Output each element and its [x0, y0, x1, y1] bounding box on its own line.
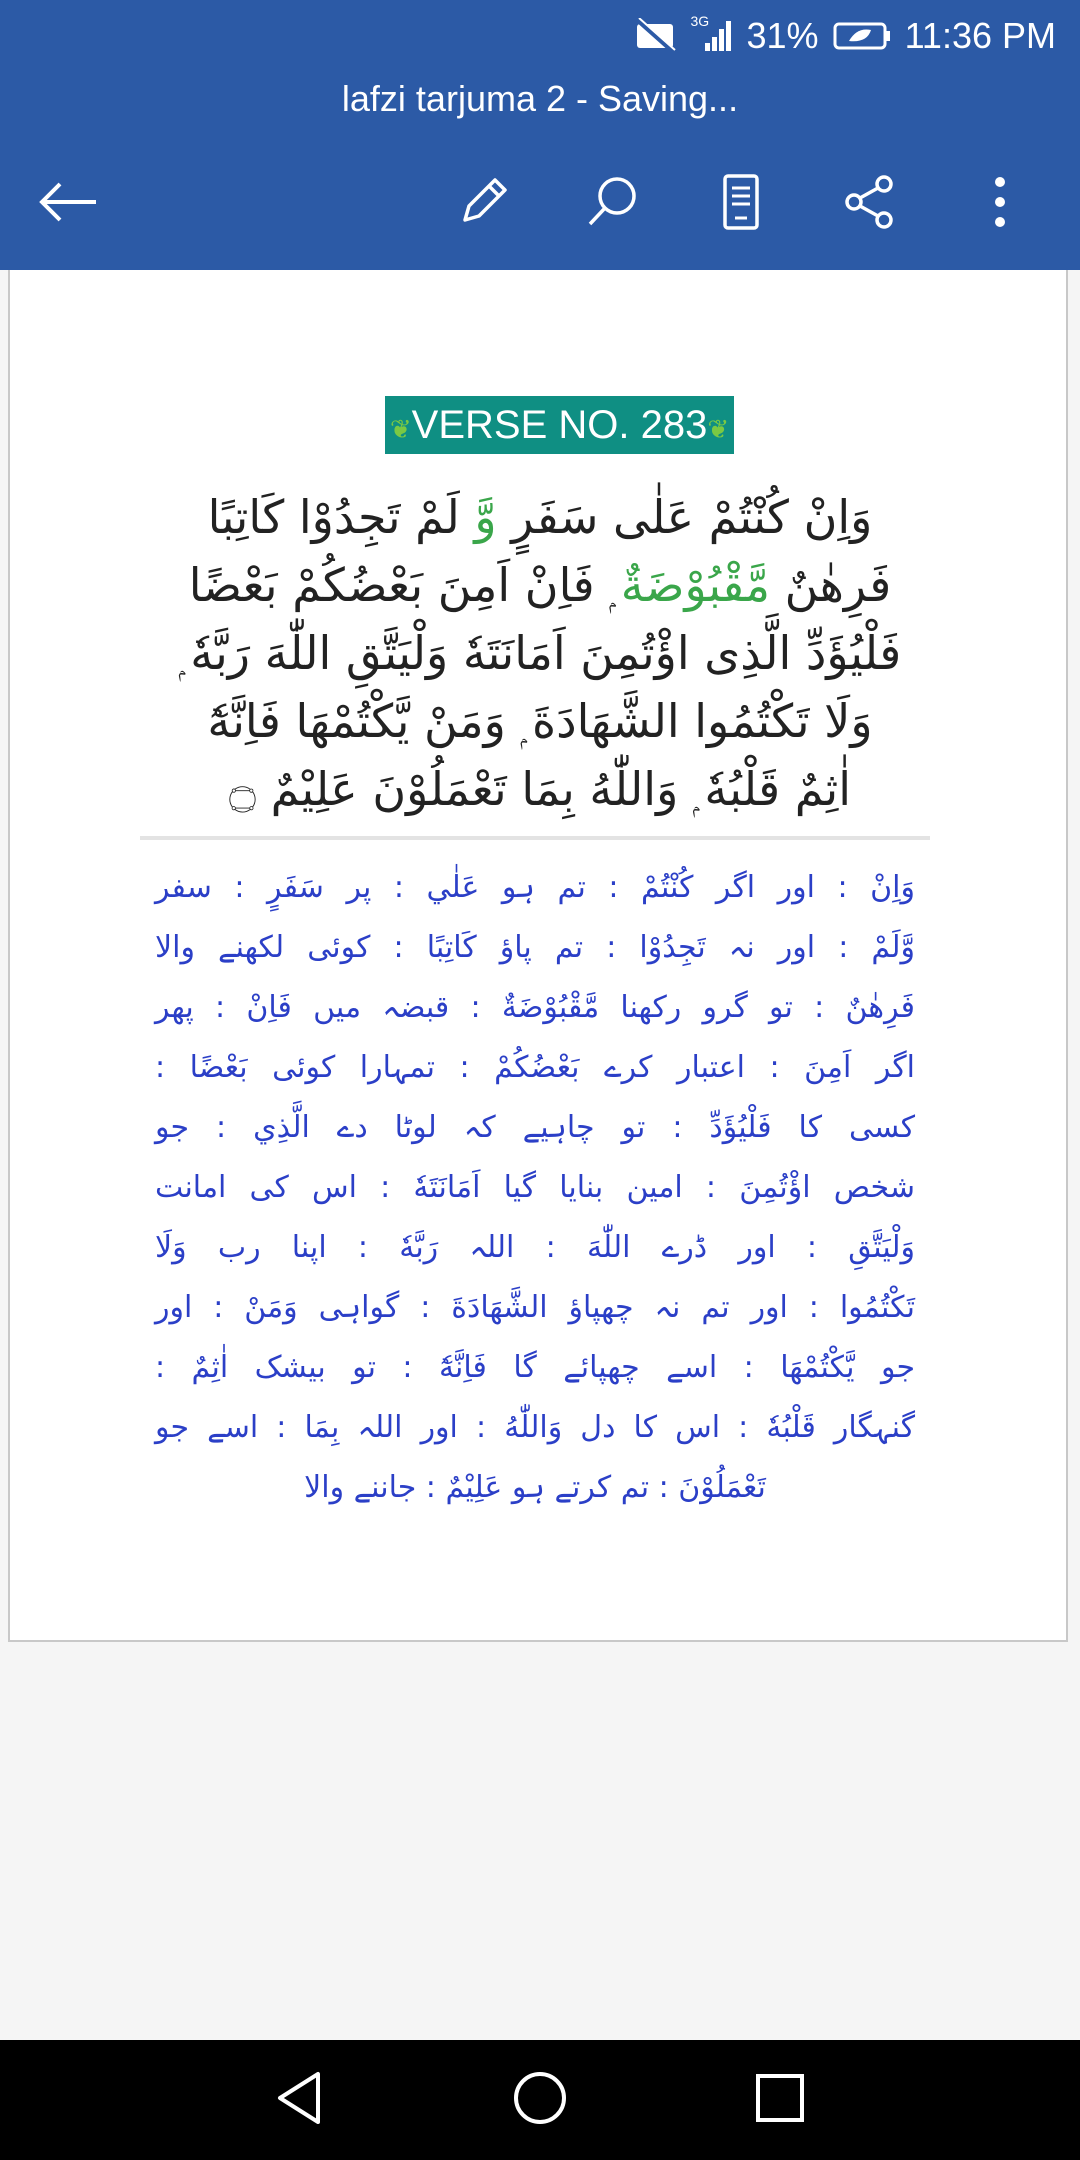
- arabic-text: اٰثِمٌ قَلْبُهٗ ۭ وَاللّٰهُ بِمَا تَعْمَلُوْنَ عَلِيْمٌ ۝: [229, 762, 851, 816]
- search-button[interactable]: [572, 164, 652, 244]
- translation-line: اگر اَمِنَ : اعتبار کرے بَعْضُكُمْ : تمہارا کوئی بَعْضًا :: [155, 1050, 915, 1085]
- divider: [140, 836, 930, 840]
- battery-percent: 31%: [746, 15, 819, 56]
- signal-icon: [690, 13, 733, 53]
- search-icon: [582, 172, 642, 236]
- back-nav-icon: [272, 2068, 328, 2132]
- arabic-line-4: [130, 694, 950, 750]
- document-title: lafzi tarjuma 2 - Saving...: [341, 78, 739, 119]
- arabic-text: ۭ فَاِنْ اَمِنَ بَعْضُكُمْ بَعْضًا: [188, 558, 621, 612]
- home-nav-icon: [510, 2068, 570, 2132]
- more-options-button[interactable]: [960, 164, 1040, 244]
- arabic-text: وَلَا تَكْتُمُوا الشَّهَادَةَ ۭ وَمَنْ يَّكْتُمْهَا فَاِنَّهٗٓ: [207, 694, 873, 748]
- edit-button[interactable]: [443, 164, 523, 244]
- no-sim-icon: [633, 18, 677, 54]
- back-button[interactable]: [28, 164, 108, 244]
- arabic-line-1: [130, 490, 950, 544]
- arabic-text: وَّ: [474, 490, 497, 544]
- navigation-bar: [0, 2040, 1080, 2160]
- nav-back-button[interactable]: [255, 2060, 345, 2140]
- status-bar: [0, 0, 1080, 72]
- translation-line: کسی کا فَلْيُؤَدِّ : تو چاہیے کہ لوٹا دے الَّذِي : جو: [155, 1110, 915, 1145]
- app-bar: [0, 72, 1080, 270]
- nav-home-button[interactable]: [495, 2060, 585, 2140]
- clock: 11:36 PM: [904, 15, 1056, 56]
- arabic-text: لَمْ تَجِدُوْا كَاتِبًا: [207, 490, 475, 544]
- arabic-line-3: [130, 626, 950, 682]
- arabic-line-5: [130, 762, 950, 818]
- arabic-text: فَرِهٰنٌ: [770, 558, 892, 612]
- reading-mode-button[interactable]: [701, 164, 781, 244]
- translation-line: تَعْمَلُوْنَ : تم کرتے ہو عَلِيْمٌ : جاننے والا: [304, 1470, 766, 1505]
- verse-title-text: VERSE NO. 283: [411, 403, 708, 447]
- arabic-line-2: [130, 558, 950, 614]
- network-type: 3G: [690, 13, 710, 29]
- translation-line: وَاِنْ : اور اگر كُنْتُمْ : تم ہو عَلٰي : پر سَفَرٍ : سفر: [155, 870, 915, 905]
- share-icon: [840, 172, 900, 236]
- arabic-text: مَّقْبُوْضَةٌ: [620, 558, 770, 612]
- leaf-icon: ❦: [707, 414, 730, 444]
- translation-line: جو يَّكْتُمْهَا : اسے چھپائے گا فَاِنَّهٗٓ : تو بیشک اٰثِمٌ :: [155, 1350, 915, 1385]
- translation-line: شخص اؤْتُمِنَ : امین بنایا گیا اَمَانَتَهٗ : اس کی امانت: [155, 1170, 915, 1205]
- arabic-text: فَلْيُؤَدِّ الَّذِى اؤْتُمِنَ اَمَانَتَهٗ وَلْيَتَّقِ اللّٰهَ رَبَّهٗ ۭ: [178, 626, 902, 680]
- translation-line: تَكْتُمُوا : اور تم نہ چھپاؤ الشَّهَادَةَ : گواہی وَمَنْ : اور: [155, 1290, 915, 1325]
- verse-title: [385, 396, 734, 454]
- document-page[interactable]: [8, 270, 1068, 1642]
- translation-line: وَلْيَتَّقِ : اور ڈرے اللّٰهَ : اللہ رَبَّهٗ : اپنا رب وَلَا: [155, 1230, 915, 1265]
- nav-recents-button[interactable]: [735, 2060, 825, 2140]
- reading-mode-icon: [719, 172, 763, 236]
- more-vert-icon: [990, 172, 1010, 236]
- share-button[interactable]: [830, 164, 910, 244]
- recents-nav-icon: [752, 2070, 808, 2130]
- arabic-text: وَاِنْ كُنْتُمْ عَلٰى سَفَرٍ: [496, 490, 873, 544]
- back-arrow-icon: [36, 182, 100, 226]
- translation-line: فَرِھٰنٌ : تو گرو رکھنا مَّقْبُوْضَةٌ : قبضہ میں فَاِنْ : پھر: [155, 990, 915, 1025]
- edit-pencil-icon: [453, 172, 513, 236]
- leaf-icon: ❦: [389, 414, 412, 444]
- translation-line: گنہگار قَلْبُهٗ : اس کا دل وَاللّٰهُ : اور اللہ بِمَا : اسے جو: [155, 1410, 915, 1445]
- translation-line: وَّلَمْ : اور نہ تَجِدُوْا : تم پاؤ كَاتِبًا : کوئی لکھنے والا: [155, 930, 915, 965]
- battery-icon: [833, 21, 891, 51]
